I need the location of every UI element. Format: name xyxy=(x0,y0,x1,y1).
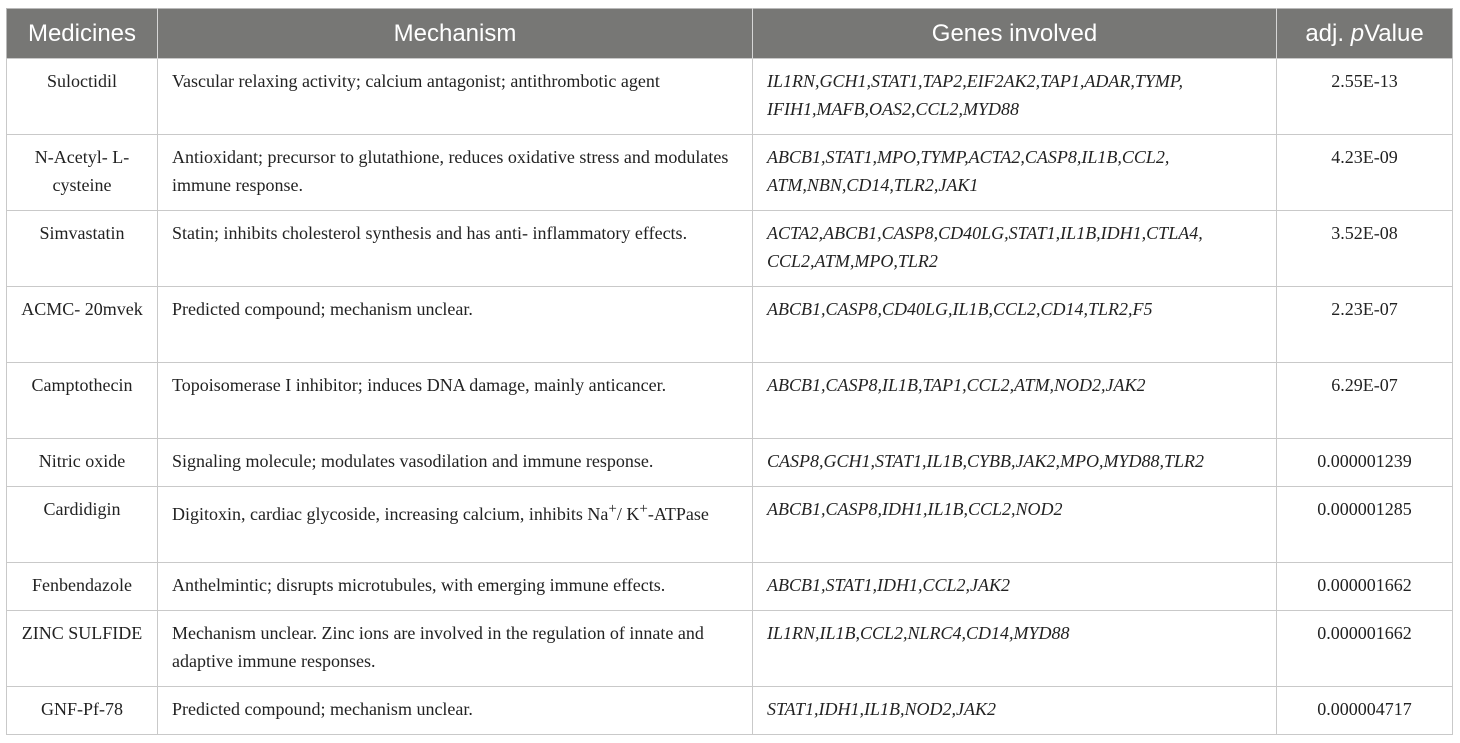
superscript-plus: + xyxy=(639,501,648,517)
drug-table xyxy=(6,8,1453,735)
table-row xyxy=(7,59,1453,135)
medicine-cell: Cardidigin xyxy=(7,487,158,563)
superscript-plus: + xyxy=(608,501,617,517)
medicine-cell: Camptothecin xyxy=(7,363,158,439)
mechanism-text-pre: Digitoxin, cardiac glycoside, increasing calcium, inhibits Na xyxy=(172,504,609,524)
mechanism-cell: Anthelmintic; disrupts microtubules, with emerging immune effects. xyxy=(158,563,753,611)
genes-cell: ACTA2,ABCB1,CASP8,CD40LG,STAT1,IL1B,IDH1,CTLA4, CCL2,ATM,MPO,TLR2 xyxy=(753,211,1277,287)
table-row xyxy=(7,487,1453,563)
pvalue-cell: 4.23E-09 xyxy=(1277,135,1453,211)
header-medicines: Medicines xyxy=(7,9,158,59)
mechanism-cell: Predicted compound; mechanism unclear. xyxy=(158,287,753,363)
mechanism-cell: Antioxidant; precursor to glutathione, reduces oxidative stress and modulates immune response. xyxy=(158,135,753,211)
header-mechanism: Mechanism xyxy=(158,9,753,59)
header-pvalue-suffix: Value xyxy=(1364,19,1424,47)
pvalue-cell: 0.000001239 xyxy=(1277,439,1453,487)
pvalue-cell: 2.55E-13 xyxy=(1277,59,1453,135)
pvalue-cell: 0.000004717 xyxy=(1277,687,1453,735)
table-row xyxy=(7,211,1453,287)
genes-cell: STAT1,IDH1,IL1B,NOD2,JAK2 xyxy=(753,687,1277,735)
mechanism-text-post: -ATPase xyxy=(647,504,709,524)
mechanism-cell xyxy=(158,487,753,563)
table-row xyxy=(7,563,1453,611)
medicine-cell: GNF-Pf-78 xyxy=(7,687,158,735)
mechanism-cell: Signaling molecule; modulates vasodilation and immune response. xyxy=(158,439,753,487)
medicine-cell: Suloctidil xyxy=(7,59,158,135)
header-pvalue xyxy=(1277,9,1453,59)
mechanism-cell: Topoisomerase I inhibitor; induces DNA damage, mainly anticancer. xyxy=(158,363,753,439)
pvalue-cell: 0.000001285 xyxy=(1277,487,1453,563)
genes-cell: IL1RN,GCH1,STAT1,TAP2,EIF2AK2,TAP1,ADAR,TYMP, IFIH1,MAFB,OAS2,CCL2,MYD88 xyxy=(753,59,1277,135)
table-row xyxy=(7,439,1453,487)
header-pvalue-prefix: adj. xyxy=(1305,19,1351,47)
mechanism-cell: Vascular relaxing activity; calcium antagonist; antithrombotic agent xyxy=(158,59,753,135)
medicine-cell: Simvastatin xyxy=(7,211,158,287)
genes-cell: ABCB1,STAT1,MPO,TYMP,ACTA2,CASP8,IL1B,CCL2, ATM,NBN,CD14,TLR2,JAK1 xyxy=(753,135,1277,211)
header-row xyxy=(7,9,1453,59)
pvalue-cell: 0.000001662 xyxy=(1277,563,1453,611)
genes-cell: IL1RN,IL1B,CCL2,NLRC4,CD14,MYD88 xyxy=(753,611,1277,687)
header-pvalue-italic: p xyxy=(1350,19,1365,47)
medicine-cell: ZINC SULFIDE xyxy=(7,611,158,687)
genes-cell: ABCB1,STAT1,IDH1,CCL2,JAK2 xyxy=(753,563,1277,611)
mechanism-text-mid: / K xyxy=(616,504,640,524)
table-row xyxy=(7,135,1453,211)
genes-cell: ABCB1,CASP8,IDH1,IL1B,CCL2,NOD2 xyxy=(753,487,1277,563)
table-row xyxy=(7,287,1453,363)
mechanism-cell: Predicted compound; mechanism unclear. xyxy=(158,687,753,735)
genes-cell: CASP8,GCH1,STAT1,IL1B,CYBB,JAK2,MPO,MYD88,TLR2 xyxy=(753,439,1277,487)
table-row xyxy=(7,611,1453,687)
header-genes: Genes involved xyxy=(753,9,1277,59)
table-row xyxy=(7,363,1453,439)
pvalue-cell: 2.23E-07 xyxy=(1277,287,1453,363)
genes-cell: ABCB1,CASP8,CD40LG,IL1B,CCL2,CD14,TLR2,F5 xyxy=(753,287,1277,363)
table-row xyxy=(7,687,1453,735)
medicine-cell: ACMC- 20mvek xyxy=(7,287,158,363)
medicine-cell: Fenbendazole xyxy=(7,563,158,611)
pvalue-cell: 3.52E-08 xyxy=(1277,211,1453,287)
pvalue-cell: 6.29E-07 xyxy=(1277,363,1453,439)
medicine-cell: Nitric oxide xyxy=(7,439,158,487)
pvalue-cell: 0.000001662 xyxy=(1277,611,1453,687)
mechanism-cell: Statin; inhibits cholesterol synthesis and has anti- inflammatory effects. xyxy=(158,211,753,287)
medicine-cell: N-Acetyl- L-cysteine xyxy=(7,135,158,211)
genes-cell: ABCB1,CASP8,IL1B,TAP1,CCL2,ATM,NOD2,JAK2 xyxy=(753,363,1277,439)
mechanism-cell: Mechanism unclear. Zinc ions are involved in the regulation of innate and adaptive immune responses. xyxy=(158,611,753,687)
